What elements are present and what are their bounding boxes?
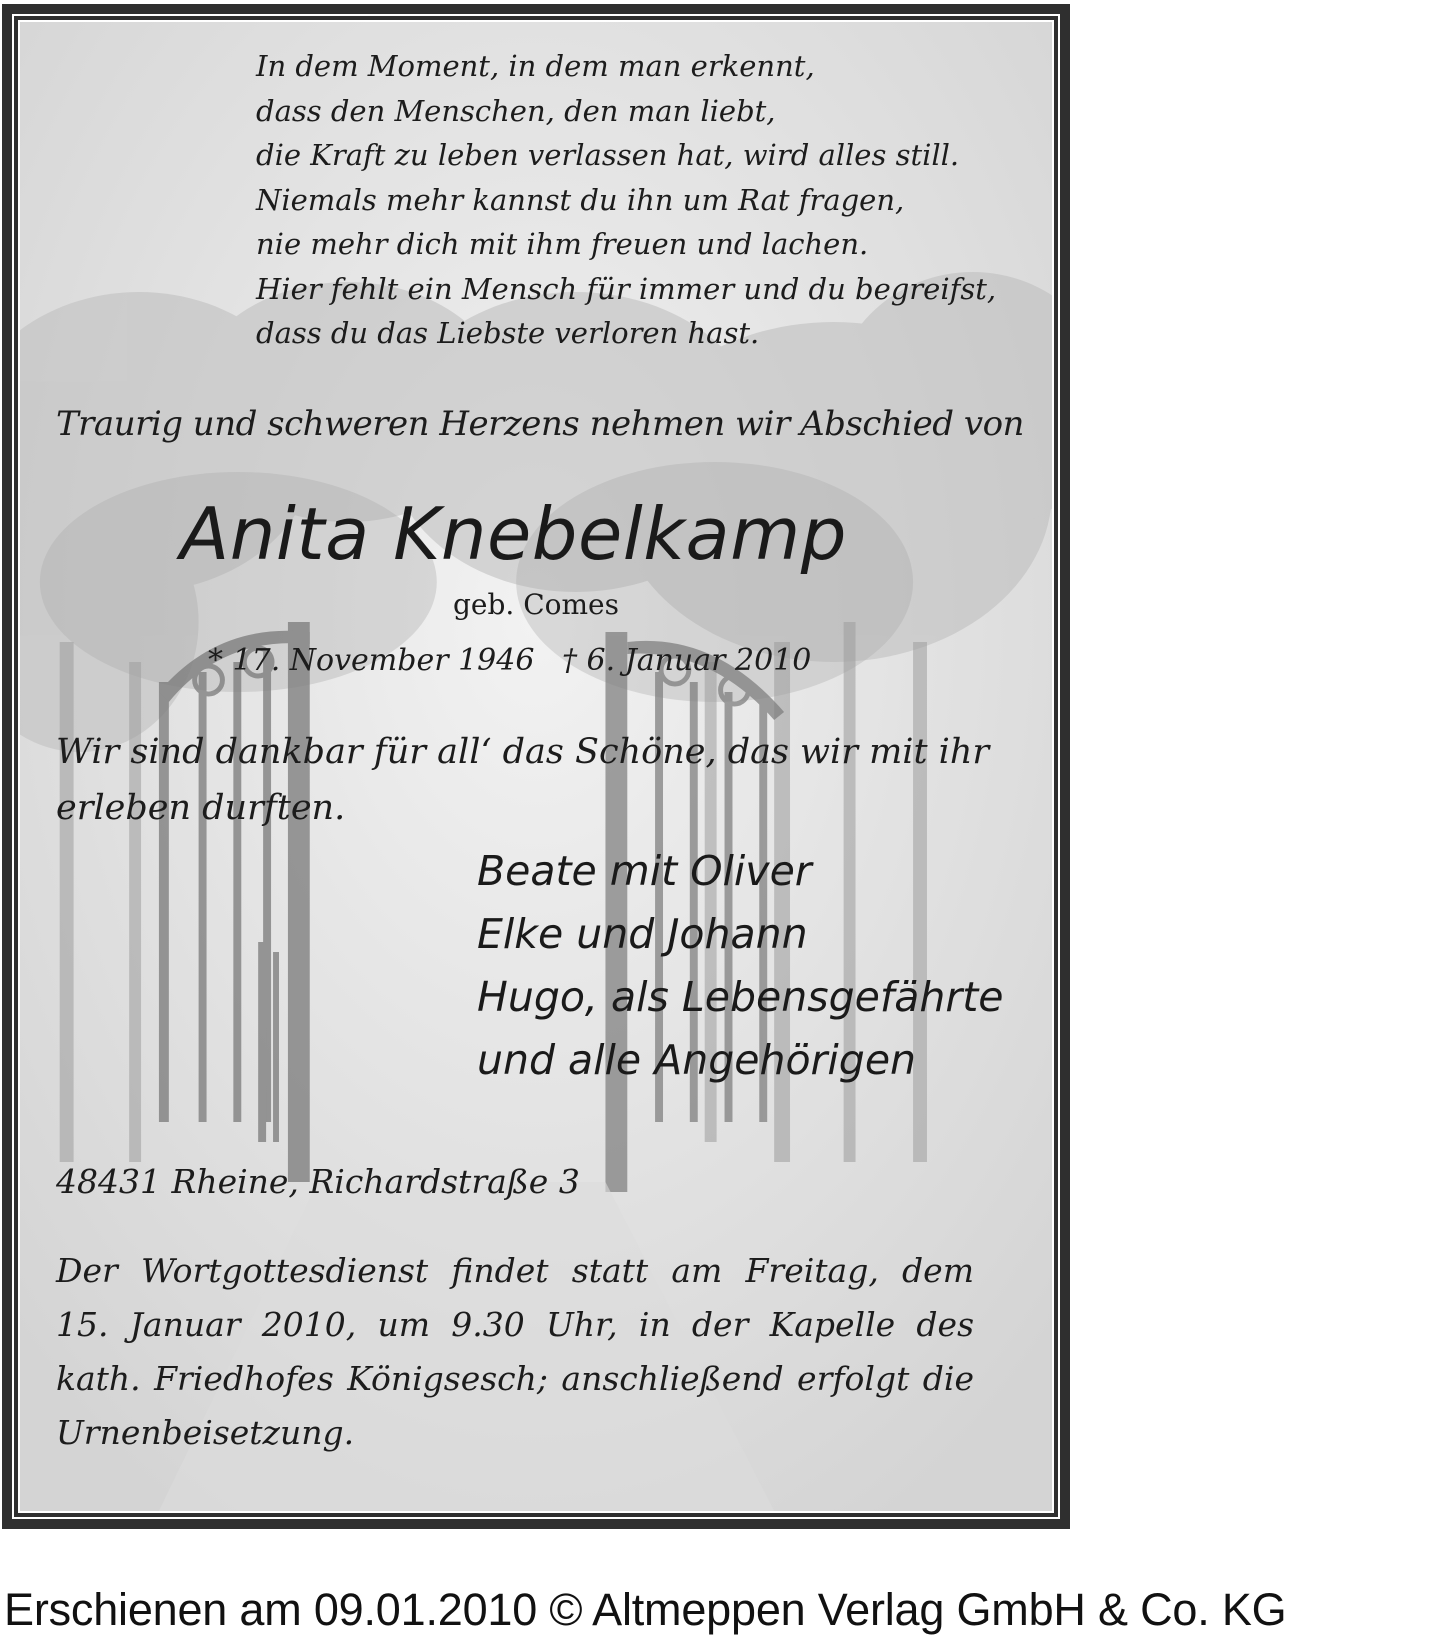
service-line: Der Wortgottesdienst findet statt am Freitag, dem [56,1251,974,1290]
service-line: 15. Januar 2010, um 9.30 Uhr, in der Kapelle des [56,1305,974,1344]
mourner: Beate mit Oliver [477,847,812,895]
farewell-intro: Traurig und schweren Herzens nehmen wir Abschied von [56,404,1024,444]
mourner: und alle Angehörigen [477,1036,917,1084]
gratitude-line: erleben durften. [56,788,346,828]
service-line: Urnenbeisetzung. [56,1413,355,1452]
poem-line: In dem Moment, in dem man erkennt, [256,49,815,83]
poem-line: die Kraft zu leben verlassen hat, wird alles still. [256,138,960,172]
gratitude-text [56,724,989,836]
poem-line: Niemals mehr kannst du ihn um Rat fragen, [256,182,905,217]
birth-name: geb. Comes [453,588,619,621]
service-info [56,1244,974,1460]
mourner: Elke und Johann [477,910,808,958]
poem [256,44,996,356]
deceased-name: Anita Knebelkamp [180,492,847,576]
service-line: kath. Friedhofes Königsesch; anschließend erfolgt die [56,1359,974,1398]
birth-date: * 17. November 1946 [208,643,535,678]
gratitude-line: Wir sind dankbar für all‘ das Schöne, das wir mit ihr [56,732,990,772]
death-date: † 6. Januar 2010 [562,643,812,678]
mourners-list [477,840,1004,1092]
poem-line: dass du das Liebste verloren hast. [256,316,760,350]
notice-border [12,14,1060,1519]
publication-caption: Erschienen am 09.01.2010 © Altmeppen Verlag GmbH & Co. KG [4,1584,1287,1635]
poem-line: Hier fehlt ein Mensch für immer und du begreifst, [256,271,997,306]
obituary-notice [2,4,1070,1529]
mourner: Hugo, als Lebensgefährte [477,973,1004,1021]
poem-line: nie mehr dich mit ihm freuen und lachen. [256,227,869,261]
notice-panel [18,20,1054,1513]
poem-line: dass den Menschen, den man liebt, [256,93,776,128]
address: 48431 Rheine, Richardstraße 3 [56,1162,580,1201]
